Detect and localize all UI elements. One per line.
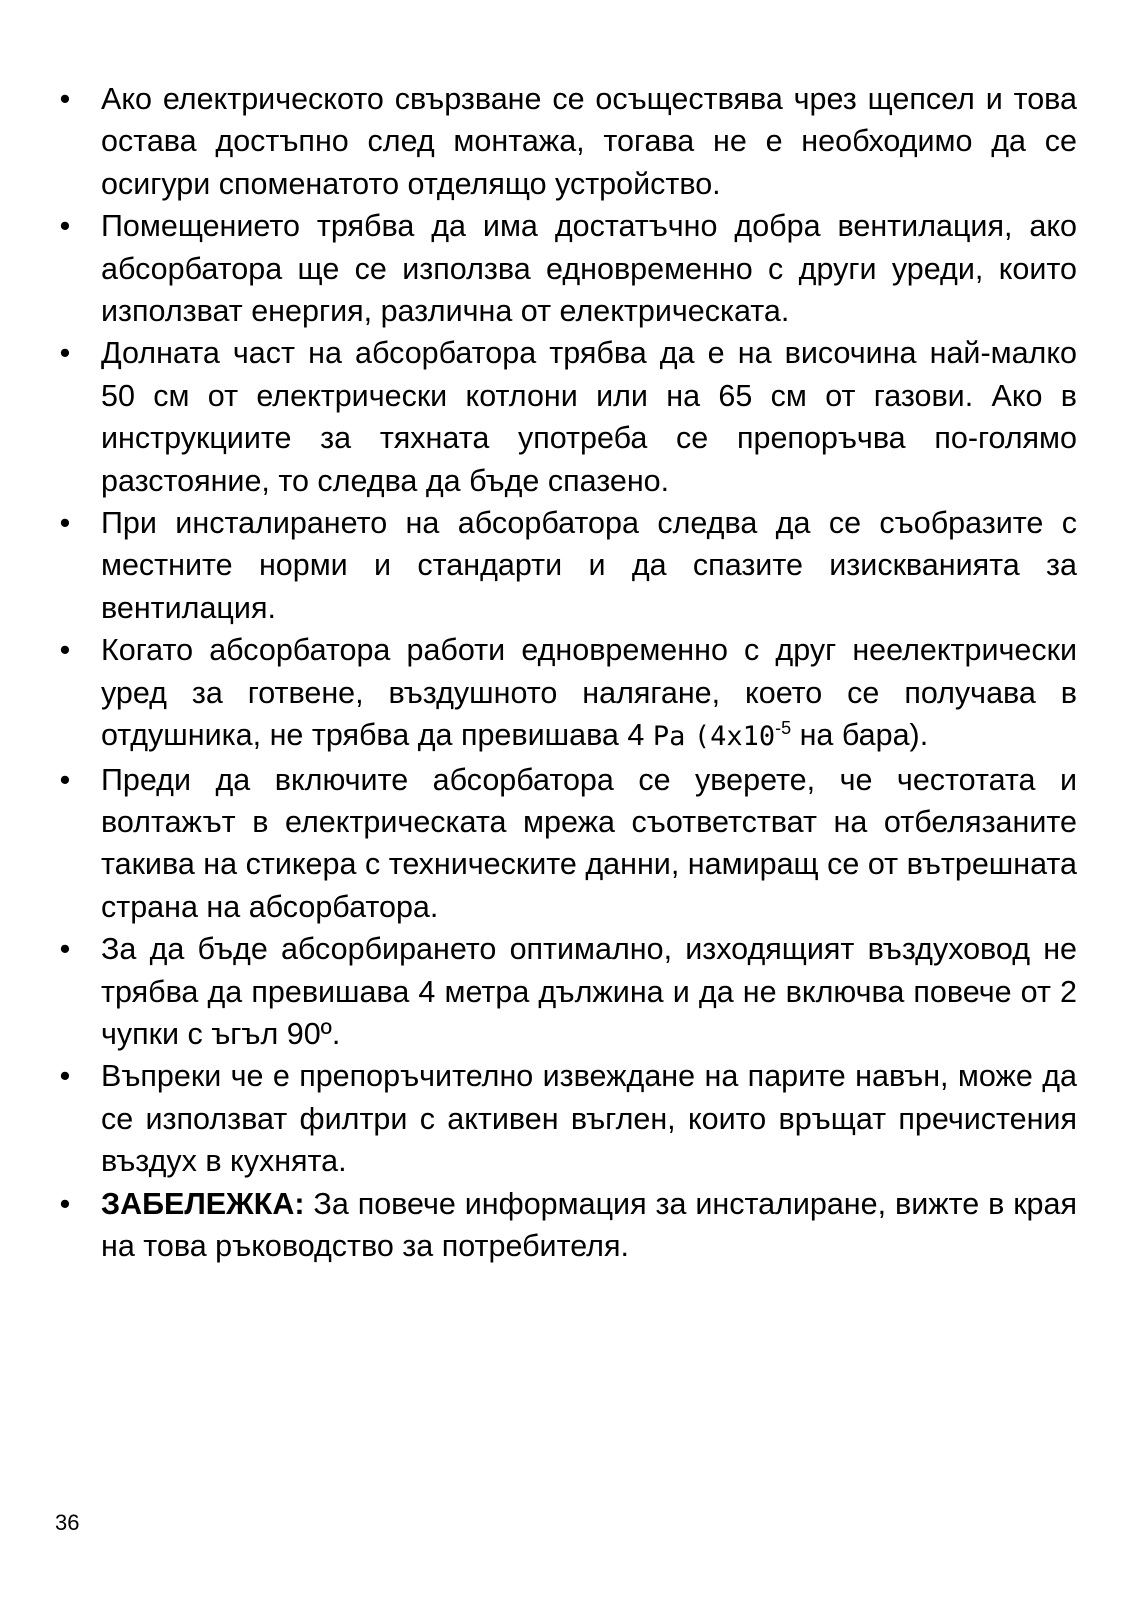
list-item-pressure — [55, 629, 1077, 758]
pressure-text-before: Когато абсорбатора работи едновременно с друг неелектрически уред за готвене, въздушното налягане, което се получава в отдушника, не трябва да превишава 4 — [101, 633, 1077, 753]
note-label: ЗАБЕЛЕЖКА: — [101, 1186, 305, 1221]
bullet-icon: • — [59, 209, 71, 244]
list-item-text: Преди да включите абсорбатора се уверете, че честотата и волтажът в електрическата мрежа съответстват на отбелязаните такива на стикера с техническите данни, намиращ се от вътрешната страна на абсорбатора. — [101, 762, 1077, 924]
list-item-text: Помещението трябва да има достатъчно добра вентилация, ако абсорбатора ще се използва едновременно с други уреди, които използват енергия, различна от електрическата. — [101, 209, 1077, 329]
list-item-note — [55, 1183, 1077, 1268]
bullet-icon: • — [59, 336, 71, 371]
list-item-text — [101, 629, 1077, 758]
list-item-text: За да бъде абсорбирането оптимално, изходящият въздуховод не трябва да превишава 4 метра дължина и да не включва повече от 2 чупки с ъгъл 90º. — [101, 932, 1077, 1051]
bullet-icon: • — [59, 1059, 71, 1094]
list-item — [55, 502, 1077, 629]
bullet-icon: • — [59, 932, 71, 967]
bullet-icon: • — [59, 506, 71, 541]
bullet-icon: • — [59, 762, 71, 797]
list-item-text: Ако електрическото свързване се осъществява чрез щепсел и това остава достъпно след монтажа, тогава не е необходимо да се осигури споменатото отделящо устройство. — [101, 82, 1077, 201]
pressure-unit: Pa — [652, 721, 686, 753]
pressure-exponent: -5 — [775, 717, 792, 738]
bullet-icon: • — [59, 82, 71, 116]
list-item-text — [101, 1183, 1077, 1268]
pressure-value: (4x10 — [693, 721, 776, 753]
bullet-icon: • — [59, 633, 71, 668]
page-number: 36 — [55, 1510, 80, 1535]
list-item — [55, 332, 1077, 502]
list-item-text: Въпреки че е препоръчително извеждане на парите навън, може да се използват филтри с активен въглен, които връщат пречистения въздух в кухнята. — [101, 1059, 1077, 1179]
bullet-icon: • — [59, 1186, 71, 1221]
list-item — [55, 78, 1077, 205]
list-item — [55, 205, 1077, 332]
note-text: За повече информация за инсталиране, вижте в края на това ръководство за потребителя. — [101, 1186, 1077, 1263]
bullet-list — [55, 78, 1077, 1267]
list-item — [55, 928, 1077, 1055]
list-item — [55, 1055, 1077, 1182]
list-item-text: При инсталирането на абсорбатора следва да се съобразите с местните норми и стандарти и да спазите изискванията за вентилация. — [101, 506, 1077, 625]
pressure-text-after: на бара). — [799, 718, 929, 753]
list-item-text: Долната част на абсорбатора трябва да е на височина най-малко 50 см от електрически котлони или на 65 см от газови. Ако в инструкциите за тяхната употреба се препоръчва по-голямо разстояние, то следва да бъде спазено. — [101, 336, 1077, 498]
list-item — [55, 759, 1077, 929]
